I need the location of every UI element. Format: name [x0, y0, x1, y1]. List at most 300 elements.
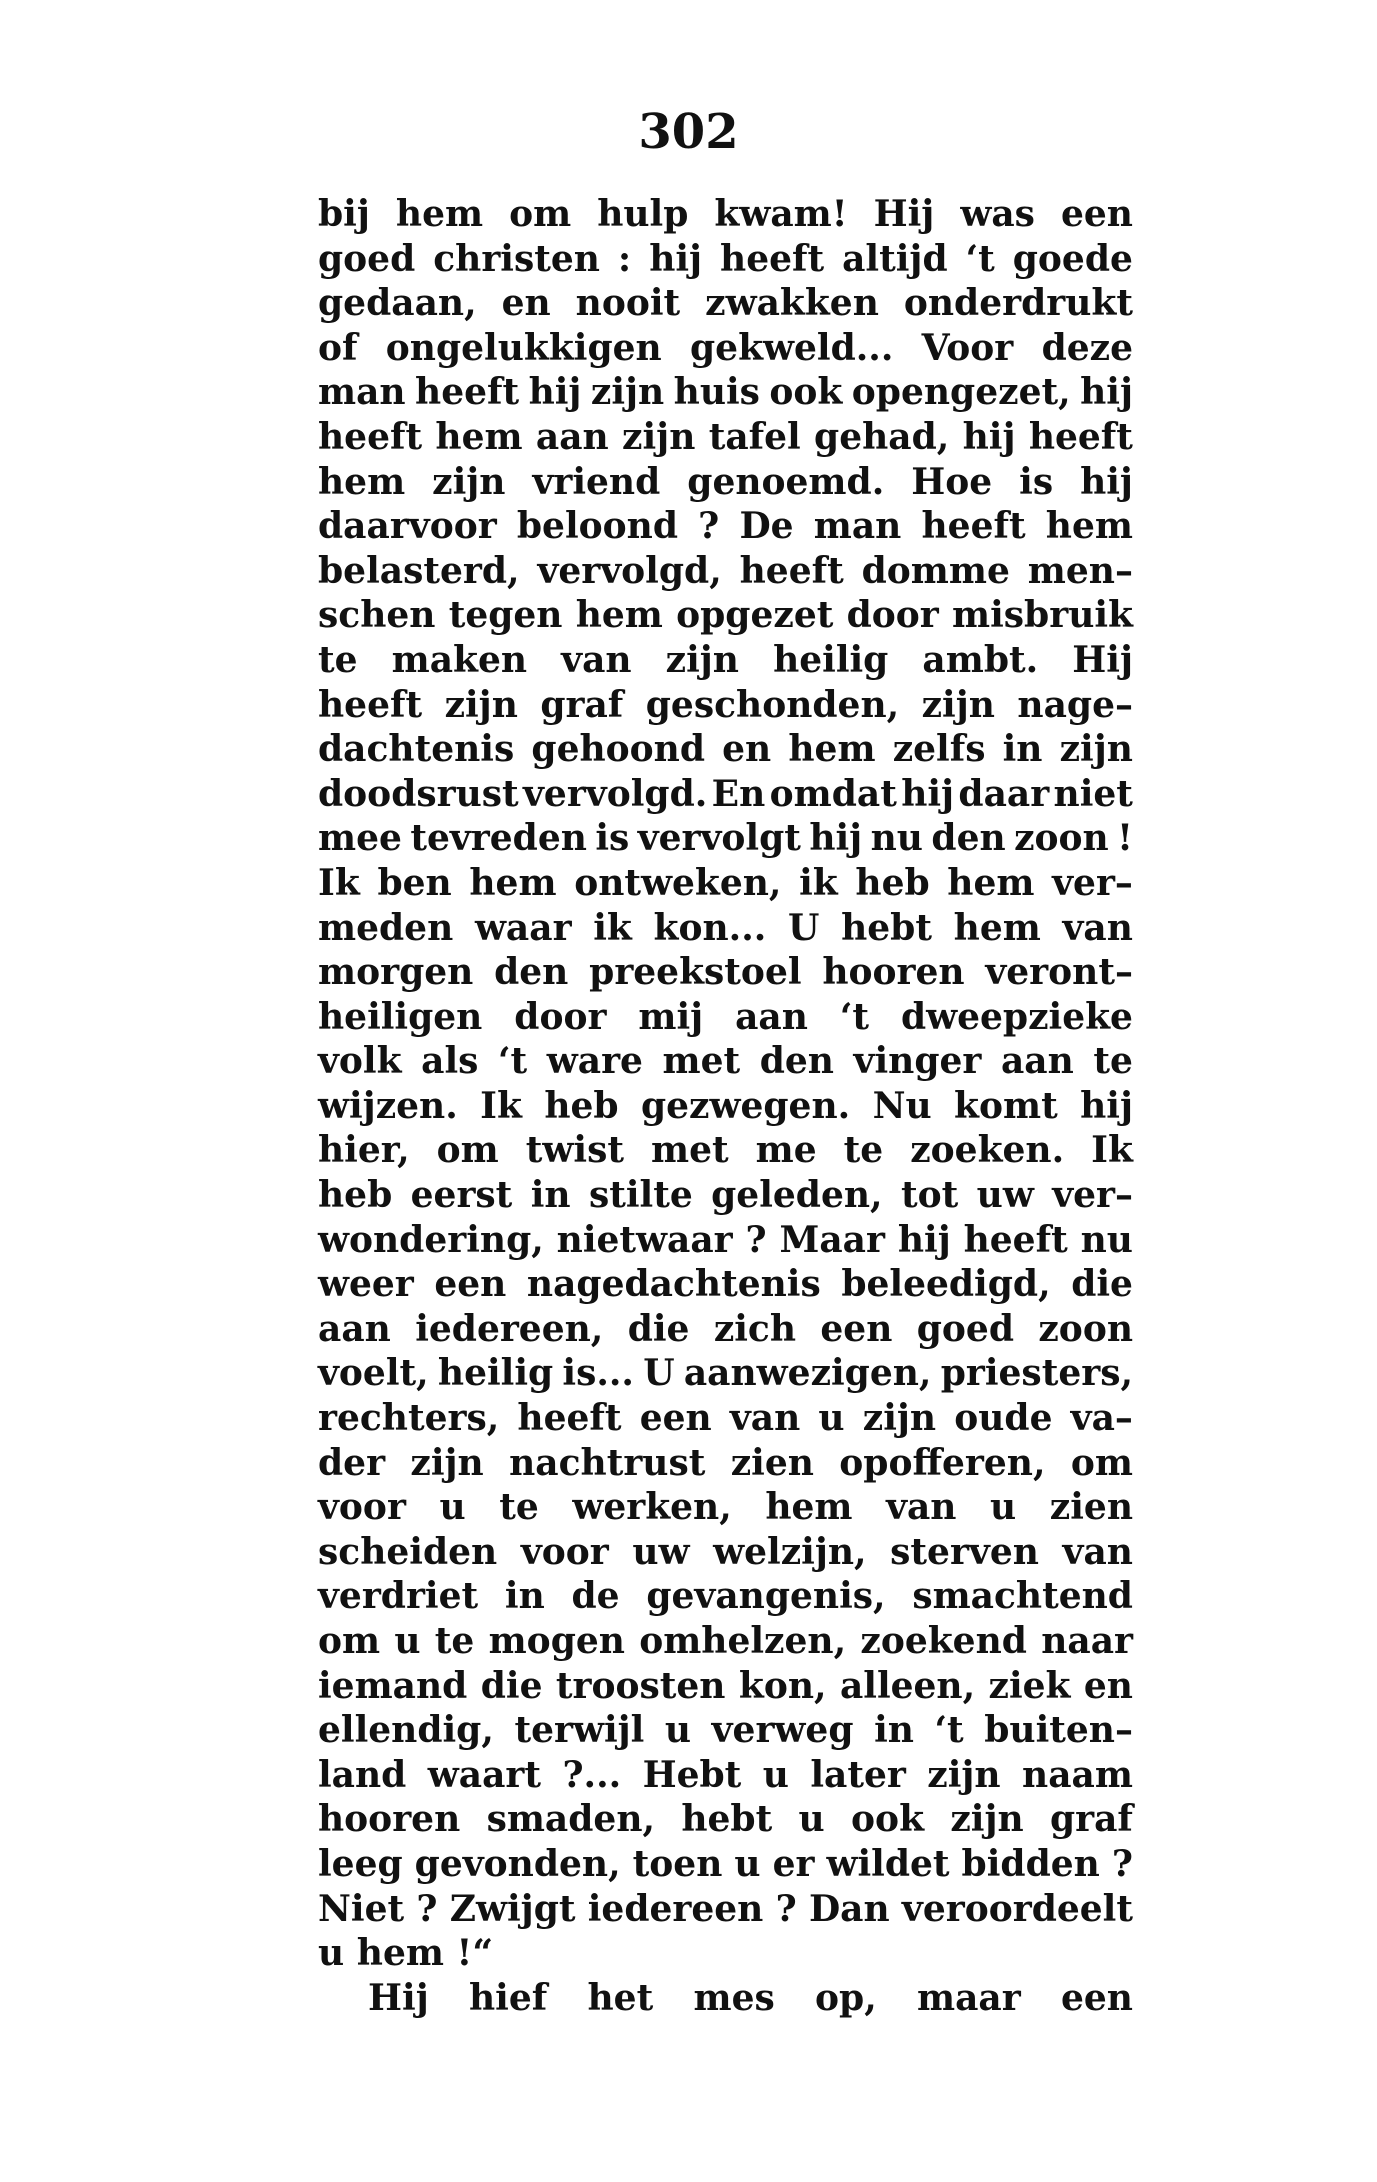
- word: ellendig,: [318, 1709, 494, 1752]
- word: zijn: [432, 460, 506, 503]
- word: der: [318, 1441, 386, 1484]
- word: in: [530, 1174, 571, 1217]
- word: graf: [540, 683, 624, 726]
- page-number: 302: [638, 104, 739, 160]
- word: van: [1062, 906, 1133, 949]
- word: gezwegen.: [640, 1084, 851, 1127]
- word: altijd: [842, 237, 948, 280]
- word: heeft: [739, 549, 844, 592]
- word: alleen,: [839, 1664, 976, 1707]
- word: als: [421, 1040, 479, 1083]
- word: werken,: [572, 1486, 732, 1529]
- word: geschonden,: [645, 683, 900, 726]
- word: een: [434, 1263, 507, 1306]
- word: heeft: [517, 1397, 622, 1440]
- word: genoemd.: [687, 460, 885, 503]
- word: ik: [593, 906, 632, 949]
- word: gehoond: [531, 728, 706, 771]
- word: die: [480, 1664, 543, 1707]
- word: den: [759, 1040, 834, 1083]
- word: maken: [391, 638, 528, 681]
- word: hief: [468, 1976, 548, 2019]
- word: zijn: [410, 1441, 484, 1484]
- word: was: [960, 193, 1035, 235]
- word: is: [1019, 460, 1054, 503]
- word: vinger: [853, 1040, 982, 1083]
- word: ben: [377, 861, 452, 904]
- word: aan: [318, 1307, 391, 1350]
- word: hooren: [822, 951, 965, 994]
- word: verdriet: [318, 1575, 479, 1618]
- word: heeft: [921, 505, 1026, 548]
- text-line: [318, 326, 1133, 371]
- word: u: [734, 1842, 761, 1885]
- word: U: [787, 906, 820, 949]
- word: zich: [713, 1307, 797, 1350]
- word: Niet: [318, 1887, 405, 1930]
- word: hem: [788, 728, 876, 771]
- word: hij: [962, 415, 1016, 458]
- word: gehad,: [814, 415, 950, 458]
- text-line: [318, 460, 1133, 505]
- word: u: [798, 1798, 825, 1841]
- text-line: [318, 415, 1133, 460]
- word: Maar: [779, 1218, 885, 1261]
- word: Hij: [873, 193, 935, 235]
- word: de: [571, 1575, 620, 1618]
- text-line: [318, 1128, 1133, 1173]
- word: vervolgt: [637, 817, 801, 860]
- word: hij: [649, 237, 703, 280]
- word: doodsrust: [318, 772, 519, 815]
- word: wijzen.: [318, 1084, 458, 1127]
- word: man: [813, 505, 902, 548]
- word: misbruik: [952, 594, 1133, 637]
- word: goed: [318, 237, 416, 280]
- word: geleden,: [711, 1174, 883, 1217]
- word: deze: [1041, 326, 1133, 369]
- word: hem: [395, 193, 484, 235]
- word: om: [509, 193, 572, 235]
- word: u: [394, 1620, 421, 1662]
- word: onderdrukt: [903, 282, 1133, 325]
- word: priesters,: [940, 1352, 1133, 1395]
- word: nu: [1080, 1218, 1133, 1261]
- word: uw: [976, 1174, 1034, 1217]
- text-line: [318, 816, 1133, 861]
- word: en: [501, 282, 551, 325]
- text-line: [318, 593, 1133, 638]
- word: aan: [535, 415, 609, 458]
- word: weer: [318, 1263, 414, 1306]
- word: ware: [546, 1040, 643, 1083]
- word: hooren: [318, 1798, 461, 1841]
- word: omdat: [769, 772, 897, 815]
- word: een: [639, 1397, 712, 1440]
- word: heeft: [1028, 415, 1133, 458]
- text-line: [318, 772, 1133, 817]
- word: hij: [1080, 1084, 1133, 1127]
- word: hem: [318, 460, 406, 503]
- text-line: [318, 1039, 1133, 1084]
- word: beleedigd,: [841, 1263, 1051, 1306]
- word: schen: [318, 594, 436, 637]
- word: goede: [1012, 237, 1133, 280]
- text-line: [318, 237, 1133, 282]
- word: maar: [917, 1976, 1021, 2019]
- word: te: [434, 1620, 475, 1662]
- word: ?: [745, 1218, 767, 1261]
- word: hem: [1045, 505, 1133, 548]
- word: hier,: [318, 1129, 410, 1172]
- word: wildet: [826, 1842, 950, 1885]
- word: smachtend: [912, 1575, 1133, 1618]
- word: bidden: [961, 1842, 1100, 1885]
- word: aan: [1000, 1040, 1074, 1083]
- word: door: [514, 995, 607, 1038]
- word: man: [318, 371, 406, 414]
- word: toen: [632, 1842, 723, 1885]
- word: niet: [1053, 772, 1133, 815]
- word: kwam!: [714, 193, 848, 235]
- word: ?...: [562, 1753, 622, 1796]
- word: hem: [765, 1486, 853, 1529]
- word: zoon: [1014, 817, 1109, 860]
- word: preekstoel: [589, 951, 802, 994]
- word: uw: [632, 1530, 690, 1573]
- word: vervolgd,: [537, 549, 722, 592]
- word: u: [818, 1397, 845, 1440]
- word: gevangenis,: [646, 1575, 886, 1618]
- word: van: [1062, 1530, 1133, 1573]
- word: om: [1070, 1441, 1133, 1484]
- word: Hoe: [911, 460, 993, 503]
- word: te: [1093, 1040, 1133, 1083]
- word: stilte: [588, 1174, 693, 1217]
- word: heeft: [415, 371, 520, 414]
- word: nietwaar: [556, 1218, 733, 1261]
- word: hij: [1080, 371, 1133, 414]
- word: terwijl: [514, 1709, 645, 1752]
- text-line: [318, 1485, 1133, 1530]
- word: komt: [954, 1084, 1058, 1127]
- word: en: [722, 728, 772, 771]
- word: waart: [427, 1753, 542, 1796]
- text-line: [318, 995, 1133, 1040]
- word: Nu: [872, 1084, 932, 1127]
- word: heb: [318, 1174, 393, 1217]
- word: aan: [735, 995, 808, 1038]
- word: naar: [1041, 1620, 1133, 1662]
- word: het: [587, 1976, 654, 2019]
- word: welzijn,: [713, 1530, 867, 1573]
- word: ‘t: [965, 237, 995, 280]
- word: sterven: [890, 1530, 1039, 1573]
- text-line: [318, 1084, 1133, 1129]
- word: later: [810, 1753, 906, 1796]
- word: ook: [851, 1798, 925, 1841]
- text-line: [318, 1664, 1133, 1709]
- word: zijn: [622, 415, 696, 458]
- text-line: [318, 1218, 1133, 1263]
- word: volk: [318, 1040, 402, 1083]
- word: op,: [815, 1976, 877, 2019]
- word: veront–: [985, 951, 1133, 994]
- word: opgezet: [676, 594, 834, 637]
- text-line: [318, 549, 1133, 594]
- word: te: [843, 1129, 884, 1172]
- word: nu: [870, 817, 923, 860]
- word: van: [886, 1486, 957, 1529]
- word: zoon: [1038, 1307, 1133, 1350]
- word: Ik: [480, 1084, 522, 1127]
- word: te: [318, 638, 358, 681]
- word: hij: [897, 1218, 951, 1261]
- word: den: [494, 951, 569, 994]
- word: !“: [456, 1932, 494, 1975]
- word: ver–: [1052, 1174, 1133, 1217]
- word: hem: [575, 594, 663, 637]
- word: hebt: [681, 1798, 773, 1841]
- text-line: [318, 1797, 1133, 1842]
- word: tot: [900, 1174, 959, 1217]
- text-line: [318, 1173, 1133, 1218]
- word: heeft: [720, 237, 825, 280]
- word: te: [499, 1486, 539, 1529]
- word: die: [627, 1307, 690, 1350]
- word: nage–: [1017, 683, 1133, 726]
- word: ontweken,: [574, 861, 782, 904]
- word: Zwijgt: [449, 1887, 576, 1930]
- text-line: [318, 1708, 1133, 1753]
- word: zoekend: [860, 1620, 1027, 1662]
- word: een: [1060, 193, 1133, 235]
- word: heiligen: [318, 995, 483, 1038]
- word: met: [651, 1129, 729, 1172]
- word: iedereen: [587, 1887, 764, 1930]
- word: opofferen,: [839, 1441, 1046, 1484]
- word: oude: [954, 1397, 1053, 1440]
- word: tegen: [448, 594, 563, 637]
- text-line: [318, 1262, 1133, 1307]
- word: zijn: [665, 638, 739, 681]
- body-text: [318, 192, 1133, 2020]
- text-line: [318, 683, 1133, 728]
- word: en: [1083, 1664, 1133, 1707]
- text-line: [318, 950, 1133, 995]
- word: smaden,: [486, 1798, 656, 1841]
- word: veroordeelt: [901, 1887, 1133, 1930]
- text-line: [318, 1887, 1133, 1932]
- word: gedaan,: [318, 282, 477, 325]
- word: hem: [435, 415, 523, 458]
- word: den: [931, 817, 1006, 860]
- word: nooit: [575, 282, 681, 325]
- word: scheiden: [318, 1530, 498, 1573]
- word: heb: [855, 861, 930, 904]
- text-line: [318, 1396, 1133, 1441]
- word: ambt.: [922, 638, 1039, 681]
- word: twist: [525, 1129, 624, 1172]
- word: gevonden,: [414, 1842, 621, 1885]
- text-line: [318, 1530, 1133, 1575]
- text-line: [318, 906, 1133, 951]
- text-line: [318, 727, 1133, 772]
- word: nachtrust: [509, 1441, 706, 1484]
- word: mogen: [488, 1620, 625, 1662]
- text-line: [318, 504, 1133, 549]
- word: domme: [861, 549, 1010, 592]
- word: mes: [693, 1976, 775, 2019]
- word: buiten–: [984, 1709, 1133, 1752]
- word: u: [990, 1486, 1017, 1529]
- word: hem: [469, 861, 557, 904]
- text-line: [318, 370, 1133, 415]
- word: iedereen,: [415, 1307, 604, 1350]
- word: meden: [318, 906, 454, 949]
- word: iemand: [318, 1664, 468, 1707]
- word: omhelzen,: [639, 1620, 847, 1662]
- word: voor: [318, 1486, 406, 1529]
- word: heeft: [318, 683, 423, 726]
- word: om: [318, 1620, 381, 1662]
- word: heilig: [437, 1352, 554, 1395]
- word: er: [772, 1842, 815, 1885]
- word: Hebt: [642, 1753, 742, 1796]
- word: zijn: [1059, 728, 1133, 771]
- text-line: [318, 1307, 1133, 1352]
- word: of: [318, 326, 358, 369]
- word: ongelukkigen: [385, 326, 662, 369]
- word: men–: [1027, 549, 1133, 592]
- text-line: [318, 861, 1133, 906]
- word: christen: [433, 237, 600, 280]
- word: tafel: [708, 415, 801, 458]
- word: heeft: [318, 415, 423, 458]
- word: morgen: [318, 951, 474, 994]
- word: troosten: [555, 1664, 726, 1707]
- word: hem: [953, 906, 1041, 949]
- word: me: [755, 1129, 817, 1172]
- word: zijn: [590, 371, 665, 414]
- word: ik: [799, 861, 838, 904]
- word: Voor: [921, 326, 1014, 369]
- word: mee: [318, 817, 402, 860]
- text-line: [318, 1976, 1133, 2021]
- word: hem: [356, 1932, 444, 1975]
- word: daarvoor: [318, 505, 497, 548]
- text-line: [318, 1931, 1133, 1976]
- word: ?: [698, 505, 720, 548]
- word: met: [662, 1040, 741, 1083]
- word: wondering,: [318, 1218, 544, 1261]
- word: heb: [544, 1084, 619, 1127]
- word: heeft: [963, 1218, 1068, 1261]
- word: hij: [809, 817, 863, 860]
- word: Hij: [1072, 638, 1133, 681]
- word: u: [318, 1932, 345, 1975]
- word: hebt: [841, 906, 932, 949]
- word: zoeken.: [910, 1129, 1065, 1172]
- word: graf: [1049, 1798, 1133, 1841]
- text-line: [318, 1753, 1133, 1798]
- word: is...: [562, 1352, 634, 1395]
- word: va–: [1070, 1397, 1133, 1440]
- word: tevreden: [410, 817, 587, 860]
- word: ver–: [1052, 861, 1133, 904]
- word: opengezet,: [851, 371, 1071, 414]
- word: huis: [673, 371, 760, 414]
- word: U: [643, 1352, 675, 1395]
- word: :: [617, 237, 632, 280]
- word: daar: [958, 772, 1050, 815]
- word: heilig: [773, 638, 889, 681]
- word: hij: [528, 371, 582, 414]
- word: hij: [901, 772, 955, 815]
- word: voelt,: [318, 1352, 429, 1395]
- text-line: [318, 638, 1133, 683]
- word: kon...: [653, 906, 767, 949]
- text-line: [318, 1351, 1133, 1396]
- word: dachtenis: [318, 728, 515, 771]
- word: zijn: [444, 683, 518, 726]
- word: u: [664, 1709, 692, 1752]
- word: om: [436, 1129, 499, 1172]
- word: hij: [1080, 460, 1133, 503]
- word: goed: [916, 1307, 1014, 1350]
- word: ‘t: [934, 1709, 964, 1752]
- word: mij: [638, 995, 704, 1038]
- text-line: [318, 281, 1133, 326]
- word: in: [1002, 728, 1043, 771]
- text-line: [318, 192, 1133, 237]
- word: naam: [1022, 1753, 1133, 1796]
- word: Ik: [318, 861, 360, 904]
- word: die: [1071, 1263, 1133, 1306]
- word: zijn: [950, 1798, 1024, 1841]
- word: En: [711, 772, 766, 815]
- text-line: [318, 1842, 1133, 1887]
- word: rechters,: [318, 1397, 500, 1440]
- word: u: [439, 1486, 466, 1529]
- word: kon,: [738, 1664, 827, 1707]
- word: zwakken: [705, 282, 879, 325]
- word: in: [504, 1575, 545, 1618]
- word: waar: [474, 906, 572, 949]
- word: land: [318, 1753, 407, 1796]
- word: beloond: [516, 505, 678, 548]
- text-line: [318, 1441, 1133, 1486]
- word: zelfs: [892, 728, 986, 771]
- word: Dan: [808, 1887, 890, 1930]
- word: !: [1117, 817, 1133, 860]
- word: nagedachtenis: [526, 1263, 821, 1306]
- word: zien: [730, 1441, 814, 1484]
- word: Hij: [368, 1976, 429, 2019]
- word: ?: [416, 1887, 438, 1930]
- word: aanwezigen,: [683, 1352, 932, 1395]
- word: belasterd,: [318, 549, 520, 592]
- word: dweepzieke: [900, 995, 1133, 1038]
- word: hulp: [597, 193, 689, 235]
- word: hem: [947, 861, 1035, 904]
- word: door: [846, 594, 939, 637]
- word: zien: [1049, 1486, 1133, 1529]
- word: verweg: [711, 1709, 854, 1752]
- word: ?: [1111, 1842, 1133, 1885]
- word: is: [595, 817, 630, 860]
- word: ‘t: [498, 1040, 528, 1083]
